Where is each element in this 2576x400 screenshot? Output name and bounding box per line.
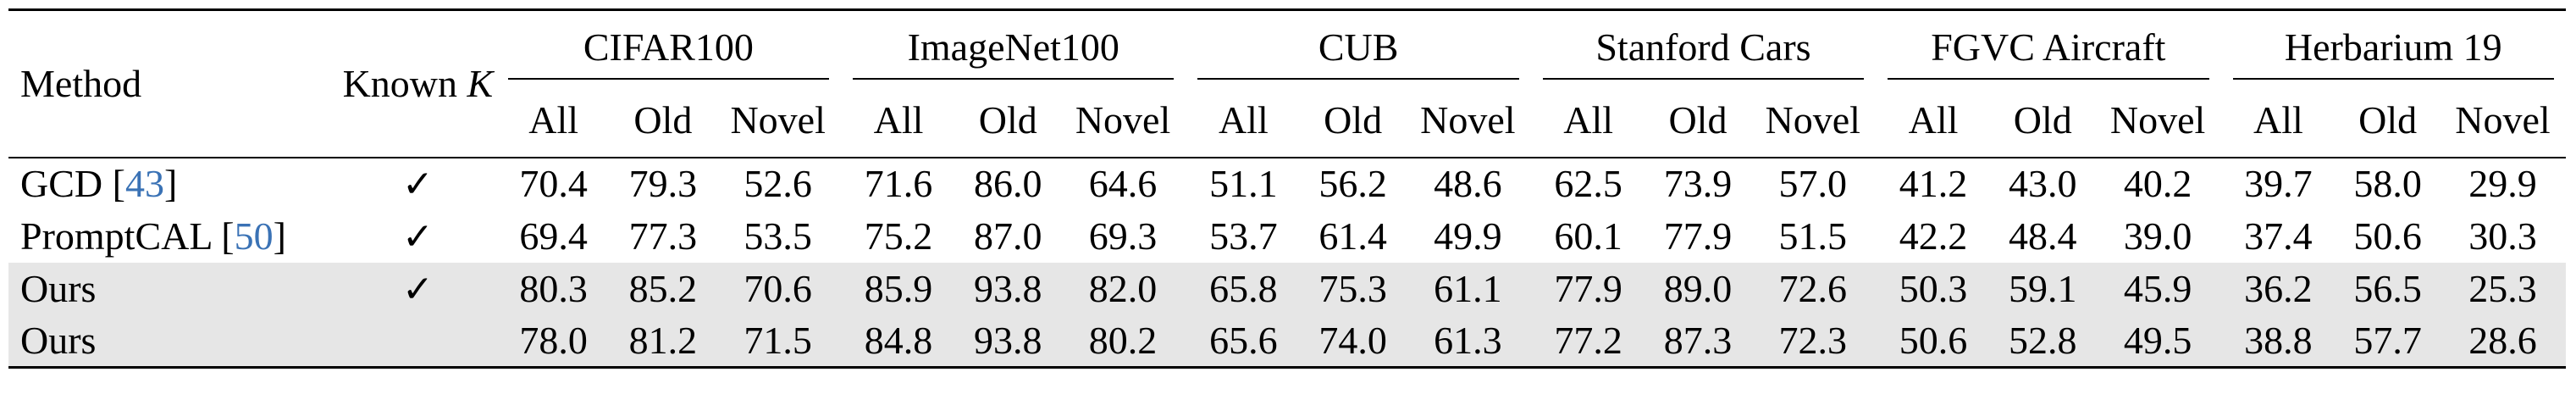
checkmark-icon: ✓ <box>401 163 434 206</box>
value-cell: 82.0 <box>1060 263 1186 315</box>
table-body <box>8 158 2566 368</box>
value-cell: 75.3 <box>1301 263 1405 315</box>
table-row <box>8 263 2566 315</box>
value-cell: 56.5 <box>2336 263 2440 315</box>
dataset-header <box>496 10 841 85</box>
subcol-header-old: Old <box>1668 98 1727 142</box>
method-name: Ours <box>20 266 97 310</box>
value-cell: 52.8 <box>1991 315 2095 368</box>
value-cell: 65.8 <box>1186 263 1301 315</box>
dataset-header-label: CUB <box>1318 25 1399 69</box>
dataset-header <box>1186 10 1530 85</box>
method-name: Ours <box>20 318 97 362</box>
value-cell: 77.9 <box>1663 214 1733 258</box>
value-cell: 87.3 <box>1646 315 1750 368</box>
value-cell: 62.5 <box>1531 158 1646 210</box>
citation-link[interactable]: 43 <box>124 162 164 205</box>
value-cell: 80.2 <box>1060 315 1186 368</box>
value-cell: 50.6 <box>2353 214 2422 258</box>
value-cell: 73.9 <box>1646 158 1750 210</box>
header-group-row <box>8 10 2566 85</box>
table-row <box>8 158 2566 210</box>
table-row <box>8 210 2566 263</box>
value-cell: 87.0 <box>974 214 1042 258</box>
subcol-header-novel: Novel <box>2109 98 2206 142</box>
value-cell: 50.3 <box>1876 263 1991 315</box>
dataset-underline <box>853 78 1174 80</box>
value-cell: 61.4 <box>1318 214 1387 258</box>
dataset-header <box>1531 10 1876 85</box>
dataset-underline <box>508 78 829 80</box>
checkmark-icon: ✓ <box>401 214 434 258</box>
value-cell: 84.8 <box>841 315 956 368</box>
value-cell: 48.4 <box>2009 214 2077 258</box>
value-cell: 37.4 <box>2244 214 2313 258</box>
subcol-header-old: Old <box>2358 98 2418 142</box>
value-cell: 49.5 <box>2095 315 2221 368</box>
subcol-header-old: Old <box>978 98 1037 142</box>
citation-bracket: ] <box>273 214 286 258</box>
value-cell: 60.1 <box>1554 214 1622 258</box>
dataset-underline <box>1543 78 1864 80</box>
value-cell: 64.6 <box>1060 158 1186 210</box>
value-cell: 59.1 <box>1991 263 2095 315</box>
value-cell: 72.6 <box>1750 263 1876 315</box>
subcol-header-novel: Novel <box>1075 98 1171 142</box>
value-cell: 58.0 <box>2336 158 2440 210</box>
citation-bracket: ] <box>163 162 178 205</box>
value-cell: 78.0 <box>496 315 611 368</box>
dataset-header-label: Stanford Cars <box>1595 25 1811 69</box>
value-cell: 39.0 <box>2123 214 2192 258</box>
dataset-underline <box>1888 78 2208 80</box>
value-cell: 48.6 <box>1405 158 1531 210</box>
value-cell: 77.3 <box>628 214 698 258</box>
dataset-header-label: FGVC Aircraft <box>1931 25 2166 69</box>
method-cell <box>8 315 340 368</box>
value-cell: 36.2 <box>2221 263 2336 315</box>
subcol-header-all: All <box>1218 98 1269 142</box>
value-cell: 42.2 <box>1899 214 1968 258</box>
subcol-header-all: All <box>1908 98 1959 142</box>
value-cell: 77.9 <box>1531 263 1646 315</box>
value-cell: 69.4 <box>519 214 588 258</box>
value-cell: 86.0 <box>956 158 1060 210</box>
value-cell: 71.6 <box>841 158 956 210</box>
value-cell: 70.4 <box>496 158 611 210</box>
known-k-header-text: Known <box>342 61 467 105</box>
dataset-underline <box>2233 78 2555 80</box>
value-cell: 75.2 <box>864 214 933 258</box>
value-cell: 43.0 <box>1991 158 2095 210</box>
value-cell: 40.2 <box>2095 158 2221 210</box>
subcol-header-old: Old <box>1324 98 1383 142</box>
value-cell: 81.2 <box>611 315 716 368</box>
subcol-header-all: All <box>2253 98 2303 142</box>
dataset-header <box>1876 10 2220 85</box>
subcol-header-all: All <box>1563 98 1614 142</box>
subcol-header-all: All <box>873 98 924 142</box>
value-cell: 79.3 <box>611 158 716 210</box>
value-cell: 41.2 <box>1876 158 1991 210</box>
value-cell: 74.0 <box>1301 315 1405 368</box>
value-cell: 61.3 <box>1405 315 1531 368</box>
subcol-header-novel: Novel <box>730 98 826 142</box>
value-cell: 93.8 <box>956 315 1060 368</box>
table-row <box>8 315 2566 368</box>
known-k-cell <box>340 263 496 315</box>
value-cell: 57.0 <box>1750 158 1876 210</box>
method-cell <box>8 210 340 263</box>
value-cell: 53.7 <box>1209 214 1278 258</box>
dataset-header <box>841 10 1186 85</box>
method-name: GCD [ <box>20 162 125 205</box>
subcol-header-novel: Novel <box>2455 98 2551 142</box>
value-cell: 93.8 <box>956 263 1060 315</box>
citation-link[interactable]: 50 <box>234 214 274 258</box>
subcol-header-novel: Novel <box>1765 98 1860 142</box>
value-cell: 39.7 <box>2221 158 2336 210</box>
value-cell: 51.1 <box>1186 158 1301 210</box>
value-cell: 30.3 <box>2468 214 2537 258</box>
method-cell <box>8 158 340 210</box>
value-cell: 56.2 <box>1301 158 1405 210</box>
value-cell: 38.8 <box>2221 315 2336 368</box>
value-cell: 57.7 <box>2336 315 2440 368</box>
subcol-header-old: Old <box>2013 98 2072 142</box>
known-k-cell <box>340 158 496 210</box>
value-cell: 85.2 <box>611 263 716 315</box>
value-cell: 71.5 <box>715 315 841 368</box>
value-cell: 29.9 <box>2440 158 2566 210</box>
value-cell: 52.6 <box>715 158 841 210</box>
results-table <box>8 8 2566 369</box>
known-k-cell <box>340 210 496 263</box>
value-cell: 89.0 <box>1646 263 1750 315</box>
value-cell: 53.5 <box>744 214 812 258</box>
checkmark-icon: ✓ <box>401 267 434 311</box>
known-k-header-var: K <box>467 61 494 105</box>
value-cell: 28.6 <box>2440 315 2566 368</box>
subcol-header-all: All <box>528 98 578 142</box>
value-cell: 85.9 <box>841 263 956 315</box>
value-cell: 25.3 <box>2440 263 2566 315</box>
value-cell: 72.3 <box>1750 315 1876 368</box>
value-cell: 50.6 <box>1876 315 1991 368</box>
value-cell: 49.9 <box>1434 214 1502 258</box>
method-name: PromptCAL [ <box>20 214 235 258</box>
known-k-header <box>340 10 496 158</box>
method-cell <box>8 263 340 315</box>
subcol-header-old: Old <box>633 98 693 142</box>
value-cell: 65.6 <box>1186 315 1301 368</box>
value-cell: 45.9 <box>2095 263 2221 315</box>
value-cell: 61.1 <box>1405 263 1531 315</box>
value-cell: 70.6 <box>715 263 841 315</box>
dataset-header-label: CIFAR100 <box>583 25 754 69</box>
method-header: Method <box>8 10 340 158</box>
dataset-header-label: Herbarium 19 <box>2284 25 2502 69</box>
dataset-header <box>2221 10 2567 85</box>
dataset-header-label: ImageNet100 <box>907 25 1119 69</box>
value-cell: 77.2 <box>1531 315 1646 368</box>
dataset-underline <box>1197 78 1518 80</box>
subcol-header-novel: Novel <box>1420 98 1516 142</box>
value-cell: 51.5 <box>1778 214 1847 258</box>
value-cell: 69.3 <box>1088 214 1158 258</box>
value-cell: 80.3 <box>496 263 611 315</box>
known-k-cell <box>340 315 496 368</box>
